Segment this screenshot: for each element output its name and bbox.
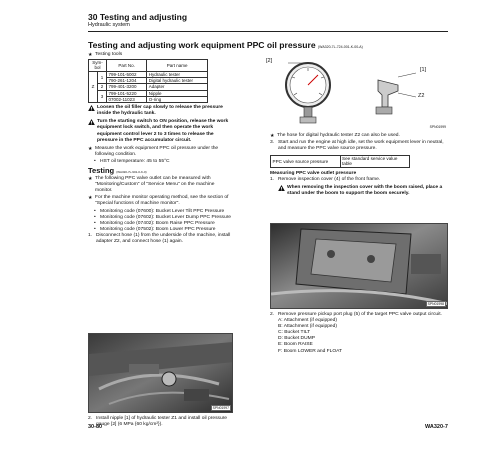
page-number: 30-80 — [88, 424, 103, 430]
warning-icon — [88, 119, 95, 125]
callout-adapter: Z2 — [418, 93, 425, 99]
callout-nipple: [1] — [420, 67, 427, 73]
tools-partname: O-ring — [147, 96, 208, 102]
warning-oil-filler-text: Loosen the oil filler cap slowly to release the pressure inside the hydraulic tank. — [97, 105, 223, 117]
tools-header-row — [89, 60, 208, 72]
photo-underside-hose — [88, 333, 233, 413]
tools-header-symbol: Sym-bol — [89, 60, 107, 72]
pressure-item: PPC valve source pressure — [271, 156, 341, 167]
table-row — [89, 96, 208, 102]
list-item: • Monitoring code (07502): Boom Lower PPC Pressure — [94, 227, 233, 233]
note-monitor-method: ★ For the machine monitor operating method, see the section of "Special functions of machine monitor". — [88, 195, 233, 207]
warning-boom-text: When removing the inspection cover with the boom raised, place a stand under the boom to support the boom securely. — [287, 184, 443, 196]
tools-header-partno: Part No. — [107, 60, 147, 72]
tools-partname: Adapter — [147, 84, 208, 90]
step-remove-cover: 1. Remove inspection cover (4) of the front frame. — [270, 176, 381, 182]
warning-oil-filler — [88, 105, 233, 117]
right-column — [270, 133, 448, 199]
warning-icon — [278, 185, 285, 191]
list-item: B: Attachment (if equipped) — [278, 324, 337, 330]
tools-partno: 790-261-1204 — [107, 77, 147, 83]
measure-heading: Measuring PPC valve outlet pressure — [270, 170, 357, 176]
step-remove-cover-text: Remove inspection cover (4) of the front frame. — [278, 176, 381, 182]
list-item: A: Attachment (if equipped) — [278, 318, 337, 324]
port-list — [270, 318, 448, 355]
warning-accumulator — [88, 119, 233, 143]
callout-gauge: [2] — [266, 58, 273, 64]
warning-accumulator-text: Turn the starting switch to ON position, release the work equipment lock switch, and then operate the work equipment control lever 2 to 3 times to release the pressure in the PPC accumulator circuit. — [97, 119, 229, 143]
right-column-lower — [270, 312, 448, 355]
tools-partname: Digital hydraulic tester — [147, 77, 208, 83]
list-item: D: Bucket DUMP — [278, 336, 315, 342]
step-2-block — [88, 416, 238, 428]
system-name: Hydraulic system — [88, 22, 130, 28]
model-number: WA320-7 — [425, 424, 448, 430]
testing-heading-code: (WA320-7L-901-0-K-0) — [116, 170, 147, 175]
tools-sub: 1 — [98, 71, 107, 84]
step-remove-plug-text: Remove pressure pickup port plug (5) of the target PPC valve output circuit. — [278, 312, 442, 317]
note-monitoring: ★ The following PPC valve outlet can be measured with "Monitoring/Custom" of "Service Menu" on the machine monitor. — [88, 176, 233, 194]
section-title-code: (WA320-7L-724-001-K-00-A) — [318, 45, 363, 49]
tools-header-partname: Part name — [147, 60, 208, 72]
step-3-text: Start and run the engine at high idle, set the work equipment lever in neutral, and measure the PPC valve source pressure. — [278, 140, 444, 152]
pressure-value: See standard service value table — [340, 156, 410, 167]
tools-partno: 799-101-5002 — [107, 71, 147, 77]
note-hose-alt: ★ The hose for digital hydraulic tester Z2 can also be used. — [270, 133, 448, 139]
underside-machine-image — [89, 334, 233, 413]
list-item: • Monitoring code (07402): Boom Raise PPC Pressure — [94, 221, 233, 227]
photo-pressure-gauge — [248, 55, 448, 130]
warning-boom — [278, 185, 448, 197]
list-item: • Monitoring code (07602): Bucket Lever Dump PPC Pressure — [94, 215, 233, 221]
tools-partno: 799-401-3200 — [107, 84, 147, 90]
step-1: 1. Disconnect hose (1) from the underside of the machine, install adapter Z2, and connect hose (1) again. — [88, 232, 231, 245]
page-header — [88, 13, 187, 29]
warning-icon — [88, 105, 95, 111]
step-3: 3. Start and run the engine at high idle, set the work equipment lever in neutral, and measure the PPC valve source pressure. — [270, 140, 444, 152]
step-remove-plug: 2. Remove pressure pickup port plug (5) of the target PPC valve output circuit. — [270, 312, 442, 317]
tools-partno: 799-101-5220 — [107, 90, 147, 96]
tools-table — [88, 59, 208, 103]
header-rule — [88, 31, 448, 32]
tools-sub: 2 — [98, 84, 107, 90]
left-column — [88, 52, 233, 245]
tools-partname: Nipple — [147, 90, 208, 96]
list-item: • Monitoring code (07600): Bucket Lever Tilt PPC Pressure — [94, 209, 233, 215]
step-1-text: Disconnect hose (1) from the underside of the machine, install adapter Z2, and connect hose (1) again. — [96, 232, 231, 245]
table-row — [271, 156, 410, 167]
testing-heading-text: Testing — [88, 166, 115, 176]
list-item: C: Bucket TILT — [278, 330, 311, 336]
tools-partno: 07002-11023 — [107, 96, 147, 102]
step-2-text: Install nipple [1] of hydraulic tester Z1 and install oil pressure gauge [2] (6 MPa {60 kg/cm²}). — [96, 416, 228, 428]
testing-heading — [88, 168, 233, 175]
list-item: F: Boom LOWER and FLOAT — [278, 348, 343, 354]
tools-sub: 3 — [98, 90, 107, 103]
tools-partname: Hydraulic tester — [147, 71, 208, 77]
tools-symbol: Z — [89, 71, 98, 102]
step-2: 2. Install nipple [1] of hydraulic tester Z1 and install oil pressure gauge [2] (6 MPa {60 kg/cm²}). — [88, 416, 228, 428]
front-frame-image — [271, 224, 448, 309]
section-title-text: Testing and adjusting work equipment PPC oil pressure — [88, 40, 316, 50]
photo-code: SPN01999 — [429, 125, 446, 129]
photo-code: SPN01997 — [212, 406, 229, 410]
photo-code: SPN01998 — [427, 302, 444, 306]
list-item: E: Boom RAISE — [278, 342, 313, 348]
section-title — [88, 40, 363, 50]
note-condition: ★ Measure the work equipment PPC oil pressure under the following condition. — [88, 146, 233, 158]
chapter-title: 30 Testing and adjusting — [88, 12, 188, 22]
photo-inspection-cover — [270, 223, 448, 309]
tools-intro: ★ Testing tools — [88, 52, 233, 58]
bullet-temperature: • HST oil temperature: 45 to 55°C — [94, 159, 233, 165]
pressure-table — [270, 155, 410, 167]
